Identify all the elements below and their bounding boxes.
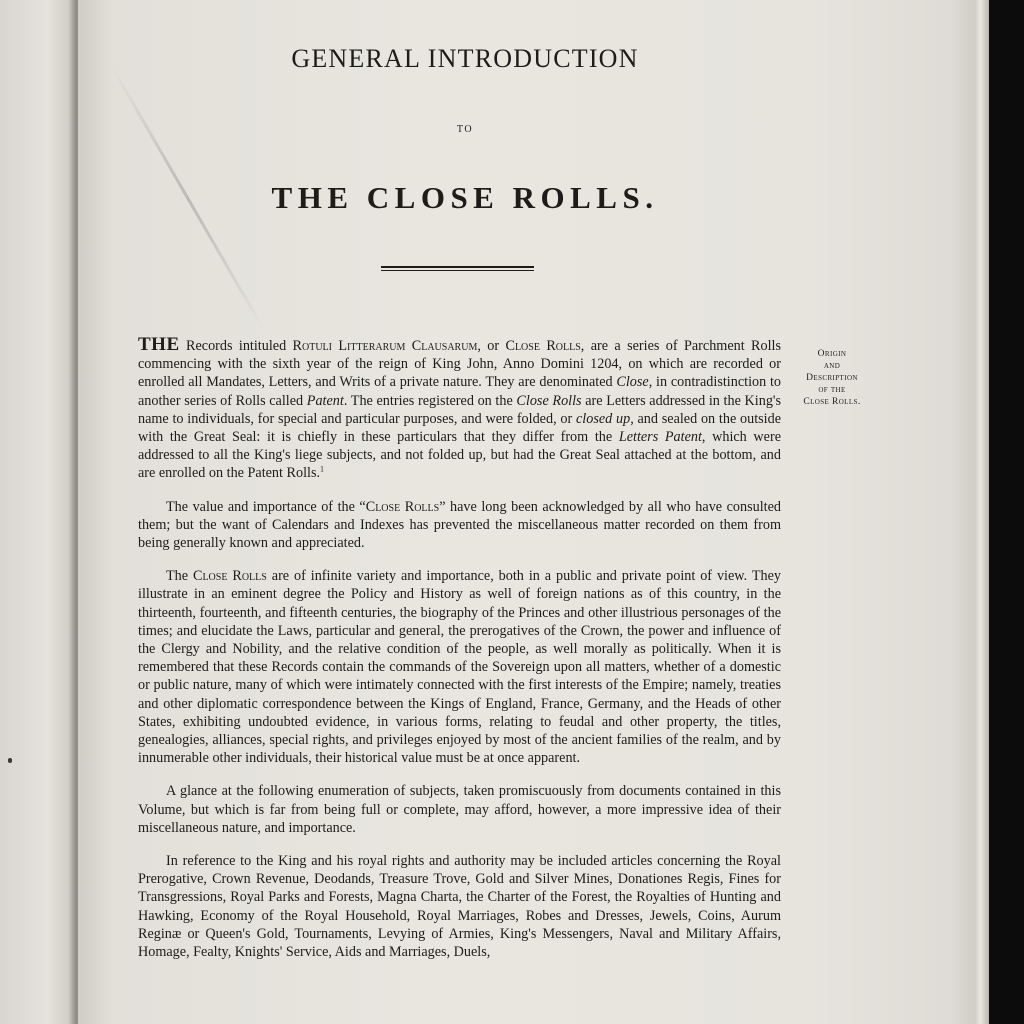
margin-note-line: of the bbox=[818, 385, 846, 395]
text-run: Close Rolls bbox=[516, 392, 582, 409]
paragraph-value bbox=[138, 498, 781, 553]
text-run: , and sealed on the outside with the Great Seal: it is chiefly in these particulars that they differ from the bbox=[138, 410, 782, 446]
text-run: Close bbox=[616, 374, 649, 391]
text-run: , which were addressed to all the King's liege subjects, and not folded up, but had the Great Seal attached at the bottom, and are enrolled on the Patent Rolls. bbox=[138, 429, 781, 482]
text-run: The value and importance of the “ bbox=[166, 498, 366, 515]
text-run: , are a series of Parchment Rolls commencing with the sixth year of the reign of King John, Anno Domini 1204, on which are recorded or enrolled all Mandates, Letters, and Writs of a private nature. They are denominated bbox=[138, 338, 781, 391]
paragraph-origin bbox=[138, 336, 781, 483]
title-rule bbox=[381, 266, 534, 271]
margin-note bbox=[792, 348, 872, 408]
text-run: are of infinite variety and importance, both in a public and private point of view. They illustrate in an eminent degree the Policy and History as well of foreign nations as of this country, in the thirteenth, fourteenth, and fifteenth centuries, the biography of the Princes and other illustrious personages of the times; and elucidate the Laws, particular and general, the prerogatives of the Crown, the power and influence of the Clergy and Nobility, and the relative condition of the people, as well morally as politically. When it is remembered that these Records contain the commands of the Sovereign upon all matters, whether of a domestic or public nature, many of which were intimately connected with the first interests of the Empire; namely, treaties and other diplomatic correspondence between the Kings of England, France, Germany, and the Heads of other States, exhibiting undoubted evidence, in various forms, relating to feudal and other property, the titles, genealogies, alliances, special rights, and privileges enjoyed by most of the ancient families of the realm, and by innumerable other individuals, their historical value must be at once apparent. bbox=[138, 568, 781, 767]
text-run: are Letters addressed in the King's name to individuals, for special and particular purposes, and were folded, or bbox=[138, 392, 782, 427]
page-title: THE CLOSE ROLLS. bbox=[271, 180, 659, 215]
margin-note-line: Description bbox=[806, 373, 858, 383]
margin-note-line: and bbox=[823, 361, 841, 371]
text-run: Letters Patent bbox=[618, 429, 702, 446]
text-run: , or bbox=[477, 338, 506, 354]
text-run: Close Rolls bbox=[365, 498, 440, 515]
text-run: Patent bbox=[306, 392, 344, 409]
text-run: . The entries registered on the bbox=[343, 392, 517, 409]
text-run: closed up bbox=[575, 410, 631, 427]
text-run: ” have long been acknowledged by all who have consulted them; but the want of Calendars and Indexes has prevented the miscellaneous matter recorded on them from being generally known and appreciated. bbox=[138, 498, 781, 552]
text-run: Records intituled bbox=[179, 338, 293, 354]
margin-note-line: Origin bbox=[817, 349, 847, 359]
paragraph-royal-rights: In reference to the King and his royal rights and authority may be included articles concerning the Royal Prerogative, Crown Revenue, Deodands, Treasure Trove, Gold and Silver Mines, Donationes Regis, Fines for Transgressions, Royal Parks and Forests, Magna Charta, the Charter of the Forest, the Royalties of Hunting and Hawking, Economy of the Royal Household, Royal Marriages, Robes and Dresses, Jewels, Coins, Aurum Reginæ or Queen's Gold, Tournaments, Levying of Armies, King's Messengers, Naval and Military Affairs, Homage, Fealty, Knights' Service, Aids and Marriages, Duels, bbox=[138, 853, 781, 961]
heading-to: TO bbox=[456, 124, 474, 135]
margin-note-line: Close Rolls. bbox=[803, 397, 861, 407]
text-run: Rotuli Litterarum Clausarum bbox=[292, 338, 478, 354]
text-run: , in contradistinction to another series of Rolls called bbox=[138, 374, 781, 409]
ink-speck bbox=[8, 758, 12, 763]
text-run: Close Rolls bbox=[192, 568, 267, 585]
text-run: The bbox=[166, 568, 193, 585]
paragraph-importance bbox=[138, 567, 781, 767]
body-text bbox=[138, 336, 781, 976]
footnote-marker: 1 bbox=[320, 464, 325, 474]
page-fore-edge bbox=[975, 0, 989, 1024]
heading-general-introduction: GENERAL INTRODUCTION bbox=[291, 44, 639, 73]
text-run: Close Rolls bbox=[505, 338, 581, 354]
drop-cap: THE bbox=[138, 334, 180, 355]
paragraph-enumeration: A glance at the following enumeration of subjects, taken promiscuously from documents contained in this Volume, but which is far from being full or complete, may afford, however, a more impressive idea of their miscellaneous nature, and importance. bbox=[138, 783, 781, 836]
